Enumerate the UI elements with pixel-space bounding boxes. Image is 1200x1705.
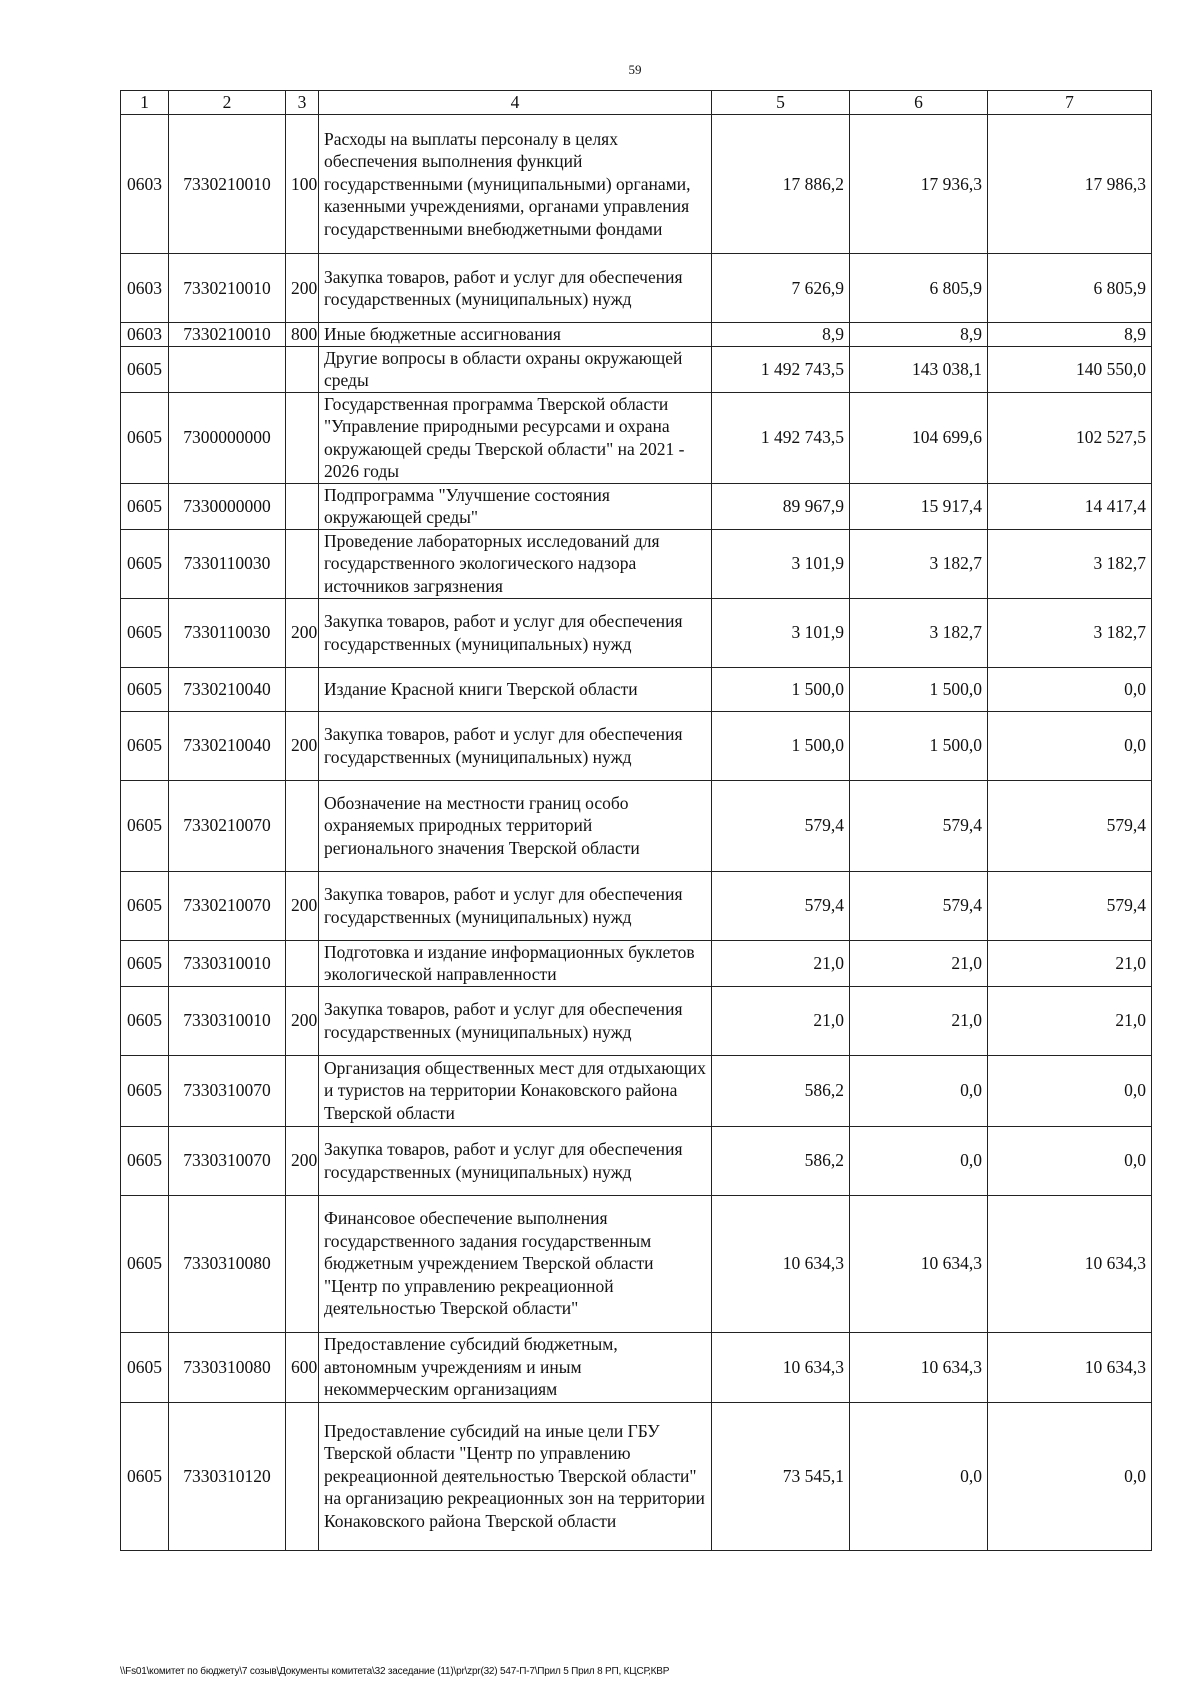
table-row (121, 1055, 1152, 1126)
table-row (121, 323, 1152, 347)
cell-expense-type: 100 (286, 115, 319, 254)
cell-section-code: 0605 (121, 871, 169, 940)
cell-target-article: 7330110030 (169, 598, 286, 667)
cell-target-article: 7330310070 (169, 1126, 286, 1195)
cell-section-code: 0605 (121, 392, 169, 483)
cell-amount-2: 104 699,6 (850, 392, 988, 483)
cell-expense-type: 200 (286, 871, 319, 940)
cell-amount-3: 3 182,7 (988, 598, 1152, 667)
cell-amount-2: 579,4 (850, 780, 988, 871)
cell-expense-type (286, 1195, 319, 1332)
table-body (121, 115, 1152, 1551)
table-row (121, 871, 1152, 940)
table-row (121, 711, 1152, 780)
cell-amount-1: 579,4 (712, 780, 850, 871)
cell-expense-type (286, 940, 319, 986)
cell-name: Подпрограмма "Улучшение состояния окружающей среды" (319, 483, 712, 529)
cell-amount-3: 579,4 (988, 780, 1152, 871)
cell-target-article: 7330210070 (169, 780, 286, 871)
cell-name: Финансовое обеспечение выполнения государственного задания государственным бюджетным учреждением Тверской области "Центр по управлению рекреационной деятельностью Тверской области" (319, 1195, 712, 1332)
cell-amount-3: 0,0 (988, 1055, 1152, 1126)
cell-name: Подготовка и издание информационных буклетов экологической направленности (319, 940, 712, 986)
cell-expense-type (286, 392, 319, 483)
cell-name: Издание Красной книги Тверской области (319, 667, 712, 711)
cell-expense-type: 200 (286, 1126, 319, 1195)
cell-amount-3: 21,0 (988, 940, 1152, 986)
cell-amount-3: 3 182,7 (988, 529, 1152, 598)
cell-section-code: 0605 (121, 667, 169, 711)
cell-amount-1: 21,0 (712, 940, 850, 986)
table-row (121, 1195, 1152, 1332)
cell-expense-type (286, 780, 319, 871)
table-row (121, 986, 1152, 1055)
cell-target-article: 7330310080 (169, 1332, 286, 1402)
cell-name: Проведение лабораторных исследований для государственного экологического надзора источников загрязнения (319, 529, 712, 598)
cell-target-article: 7330310010 (169, 986, 286, 1055)
table-row (121, 598, 1152, 667)
cell-amount-1: 8,9 (712, 323, 850, 347)
cell-target-article: 7330210010 (169, 254, 286, 323)
cell-amount-1: 17 886,2 (712, 115, 850, 254)
cell-name: Закупка товаров, работ и услуг для обеспечения государственных (муниципальных) нужд (319, 1126, 712, 1195)
column-header-5: 5 (712, 91, 850, 115)
cell-amount-3: 0,0 (988, 667, 1152, 711)
cell-amount-2: 1 500,0 (850, 711, 988, 780)
cell-expense-type (286, 483, 319, 529)
cell-section-code: 0605 (121, 1055, 169, 1126)
cell-expense-type: 800 (286, 323, 319, 347)
cell-name: Предоставление субсидий бюджетным, автономным учреждениям и иным некоммерческим организациям (319, 1332, 712, 1402)
cell-expense-type: 200 (286, 254, 319, 323)
cell-amount-2: 579,4 (850, 871, 988, 940)
cell-section-code: 0603 (121, 254, 169, 323)
cell-name: Закупка товаров, работ и услуг для обеспечения государственных (муниципальных) нужд (319, 254, 712, 323)
cell-section-code: 0605 (121, 529, 169, 598)
cell-section-code: 0605 (121, 598, 169, 667)
cell-section-code: 0605 (121, 1195, 169, 1332)
cell-target-article (169, 346, 286, 392)
cell-amount-3: 0,0 (988, 711, 1152, 780)
cell-amount-1: 1 500,0 (712, 667, 850, 711)
cell-amount-2: 0,0 (850, 1126, 988, 1195)
cell-target-article: 7300000000 (169, 392, 286, 483)
cell-name: Расходы на выплаты персоналу в целях обеспечения выполнения функций государственными (муниципальными) органами, казенными учреждениями, органами управления государственными внебюджетными фондами (319, 115, 712, 254)
budget-table (120, 90, 1152, 1551)
table-row (121, 1332, 1152, 1402)
cell-name: Другие вопросы в области охраны окружающей среды (319, 346, 712, 392)
cell-expense-type (286, 667, 319, 711)
table-row (121, 1402, 1152, 1550)
cell-amount-1: 3 101,9 (712, 529, 850, 598)
cell-target-article: 7330210040 (169, 667, 286, 711)
cell-amount-2: 143 038,1 (850, 346, 988, 392)
cell-section-code: 0605 (121, 711, 169, 780)
table-row (121, 667, 1152, 711)
cell-target-article: 7330310010 (169, 940, 286, 986)
cell-amount-1: 73 545,1 (712, 1402, 850, 1550)
cell-section-code: 0605 (121, 1332, 169, 1402)
cell-amount-2: 10 634,3 (850, 1332, 988, 1402)
page-number: 59 (628, 62, 642, 77)
cell-expense-type: 200 (286, 711, 319, 780)
cell-target-article: 7330210010 (169, 323, 286, 347)
cell-expense-type: 200 (286, 986, 319, 1055)
cell-target-article: 7330210070 (169, 871, 286, 940)
cell-name: Иные бюджетные ассигнования (319, 323, 712, 347)
cell-section-code: 0605 (121, 1402, 169, 1550)
cell-target-article: 7330310080 (169, 1195, 286, 1332)
cell-amount-3: 140 550,0 (988, 346, 1152, 392)
cell-amount-3: 21,0 (988, 986, 1152, 1055)
cell-section-code: 0603 (121, 323, 169, 347)
cell-name: Закупка товаров, работ и услуг для обеспечения государственных (муниципальных) нужд (319, 986, 712, 1055)
cell-amount-2: 15 917,4 (850, 483, 988, 529)
cell-amount-3: 14 417,4 (988, 483, 1152, 529)
cell-section-code: 0603 (121, 115, 169, 254)
cell-amount-1: 1 492 743,5 (712, 392, 850, 483)
cell-amount-2: 17 936,3 (850, 115, 988, 254)
cell-amount-1: 21,0 (712, 986, 850, 1055)
cell-name: Закупка товаров, работ и услуг для обеспечения государственных (муниципальных) нужд (319, 598, 712, 667)
cell-amount-1: 7 626,9 (712, 254, 850, 323)
cell-section-code: 0605 (121, 346, 169, 392)
cell-amount-1: 10 634,3 (712, 1195, 850, 1332)
cell-amount-2: 21,0 (850, 986, 988, 1055)
cell-target-article: 7330210010 (169, 115, 286, 254)
cell-amount-1: 1 500,0 (712, 711, 850, 780)
cell-amount-2: 3 182,7 (850, 529, 988, 598)
cell-expense-type (286, 1055, 319, 1126)
cell-target-article: 7330000000 (169, 483, 286, 529)
cell-amount-2: 10 634,3 (850, 1195, 988, 1332)
column-header-7: 7 (988, 91, 1152, 115)
cell-amount-3: 10 634,3 (988, 1332, 1152, 1402)
table-row (121, 392, 1152, 483)
cell-amount-2: 8,9 (850, 323, 988, 347)
cell-target-article: 7330210040 (169, 711, 286, 780)
cell-section-code: 0605 (121, 483, 169, 529)
cell-target-article: 7330110030 (169, 529, 286, 598)
file-path-footer: \\Fs01\комитет по бюджету\7 созыв\Документы комитета\32 заседание (11)\pr\zpr(32) 547-П-7\Прил 5 Прил 8 РП, КЦСР,КВР (120, 1666, 670, 1677)
cell-section-code: 0605 (121, 940, 169, 986)
cell-name: Закупка товаров, работ и услуг для обеспечения государственных (муниципальных) нужд (319, 711, 712, 780)
cell-section-code: 0605 (121, 986, 169, 1055)
cell-amount-2: 0,0 (850, 1055, 988, 1126)
cell-target-article: 7330310070 (169, 1055, 286, 1126)
table-row (121, 115, 1152, 254)
cell-amount-2: 0,0 (850, 1402, 988, 1550)
cell-section-code: 0605 (121, 780, 169, 871)
table-row (121, 1126, 1152, 1195)
cell-name: Организация общественных мест для отдыхающих и туристов на территории Конаковского района Тверской области (319, 1055, 712, 1126)
column-header-1: 1 (121, 91, 169, 115)
table-row (121, 529, 1152, 598)
column-header-6: 6 (850, 91, 988, 115)
cell-amount-1: 586,2 (712, 1126, 850, 1195)
cell-amount-3: 102 527,5 (988, 392, 1152, 483)
table-row (121, 254, 1152, 323)
table-row (121, 346, 1152, 392)
cell-amount-2: 21,0 (850, 940, 988, 986)
cell-amount-1: 1 492 743,5 (712, 346, 850, 392)
cell-amount-2: 6 805,9 (850, 254, 988, 323)
cell-amount-1: 579,4 (712, 871, 850, 940)
cell-amount-3: 579,4 (988, 871, 1152, 940)
cell-name: Закупка товаров, работ и услуг для обеспечения государственных (муниципальных) нужд (319, 871, 712, 940)
cell-expense-type: 600 (286, 1332, 319, 1402)
table-row (121, 940, 1152, 986)
cell-amount-1: 89 967,9 (712, 483, 850, 529)
cell-amount-2: 3 182,7 (850, 598, 988, 667)
cell-amount-2: 1 500,0 (850, 667, 988, 711)
cell-amount-3: 17 986,3 (988, 115, 1152, 254)
cell-amount-3: 8,9 (988, 323, 1152, 347)
cell-expense-type (286, 346, 319, 392)
cell-amount-3: 10 634,3 (988, 1195, 1152, 1332)
cell-expense-type (286, 529, 319, 598)
cell-amount-3: 6 805,9 (988, 254, 1152, 323)
cell-name: Предоставление субсидий на иные цели ГБУ Тверской области "Центр по управлению рекреационной деятельностью Тверской области" на организацию рекреационных зон на территории Конаковского района Тверской области (319, 1402, 712, 1550)
header-row (121, 91, 1152, 115)
cell-amount-3: 0,0 (988, 1402, 1152, 1550)
cell-target-article: 7330310120 (169, 1402, 286, 1550)
cell-amount-1: 586,2 (712, 1055, 850, 1126)
table-row (121, 780, 1152, 871)
cell-amount-3: 0,0 (988, 1126, 1152, 1195)
column-header-4: 4 (319, 91, 712, 115)
column-header-2: 2 (169, 91, 286, 115)
column-header-3: 3 (286, 91, 319, 115)
cell-expense-type: 200 (286, 598, 319, 667)
cell-name: Обозначение на местности границ особо охраняемых природных территорий регионального значения Тверской области (319, 780, 712, 871)
cell-amount-1: 3 101,9 (712, 598, 850, 667)
cell-expense-type (286, 1402, 319, 1550)
cell-section-code: 0605 (121, 1126, 169, 1195)
cell-name: Государственная программа Тверской области "Управление природными ресурсами и охрана окружающей среды Тверской области" на 2021 - 2026 годы (319, 392, 712, 483)
table-row (121, 483, 1152, 529)
cell-amount-1: 10 634,3 (712, 1332, 850, 1402)
